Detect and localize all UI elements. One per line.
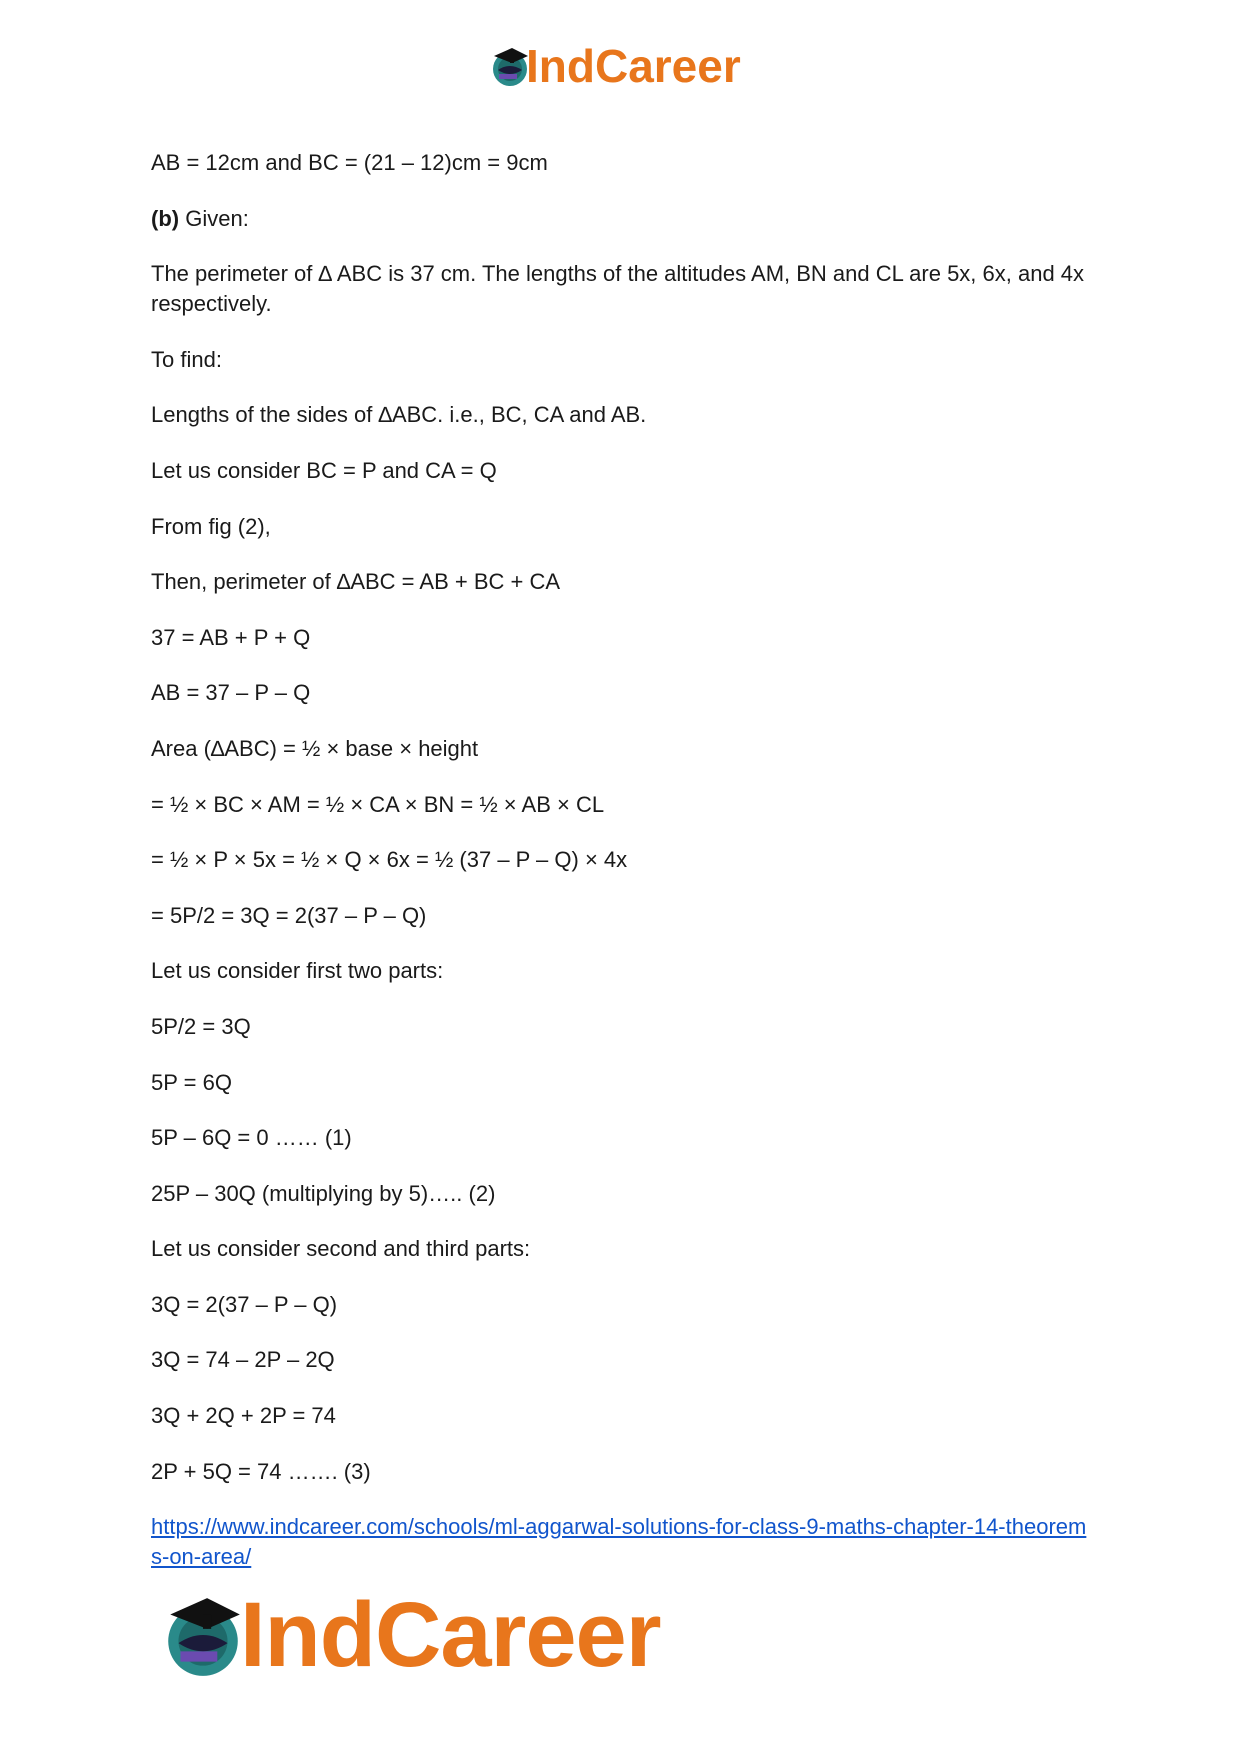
footer-logo-text: IndCareer bbox=[240, 1584, 661, 1686]
text-line: 2P + 5Q = 74 ……. (3) bbox=[151, 1458, 371, 1484]
text-line: AB = 12cm and BC = (21 – 12)cm = 9cm bbox=[151, 150, 548, 175]
text-line: 5P – 6Q = 0 …… (1) bbox=[151, 1125, 352, 1151]
text-line: From fig (2), bbox=[151, 513, 271, 539]
text-line: The perimeter of ∆ ABC is 37 cm. The lengths of the altitudes AM, BN and CL are 5x, 6x, and 4x respectively. bbox=[151, 261, 1091, 317]
text-line: 5P = 6Q bbox=[151, 1069, 232, 1095]
given-label: Given: bbox=[185, 205, 249, 231]
text-line: 37 = AB + P + Q bbox=[151, 624, 311, 650]
text-line: Lengths of the sides of ∆ABC. i.e., BC, CA and AB. bbox=[151, 402, 647, 428]
text-line: = ½ × P × 5x = ½ × Q × 6x = ½ (37 – P – Q) × 4x bbox=[151, 847, 628, 873]
text-line: AB = 37 – P – Q bbox=[151, 680, 311, 706]
text-line: Let us consider BC = P and CA = Q bbox=[151, 457, 497, 483]
text-line: 25P – 30Q (multiplying by 5)….. (2) bbox=[151, 1180, 496, 1206]
text-line: = 5P/2 = 3Q = 2(37 – P – Q) bbox=[151, 902, 427, 928]
part-label: (b) bbox=[151, 205, 180, 231]
source-link[interactable]: https://www.indcareer.com/schools/ml-aggarwal-solutions-for-class-9-maths-chapter-14-theorems-on-area/ bbox=[151, 1514, 1087, 1570]
footer-logo bbox=[158, 1585, 661, 1685]
document-body bbox=[151, 148, 1101, 1572]
text-line: 3Q + 2Q + 2P = 74 bbox=[151, 1403, 336, 1429]
text-line: Let us consider second and third parts: bbox=[151, 1236, 531, 1262]
text-line: Then, perimeter of ∆ABC = AB + BC + CA bbox=[151, 569, 561, 595]
header-logo-text: IndCareer bbox=[526, 40, 741, 92]
text-line: 3Q = 2(37 – P – Q) bbox=[151, 1291, 338, 1317]
header-logo bbox=[488, 40, 741, 92]
text-line: Area (∆ABC) = ½ × base × height bbox=[151, 735, 479, 761]
text-line bbox=[151, 204, 1101, 234]
text-line: = ½ × BC × AM = ½ × CA × BN = ½ × AB × CL bbox=[151, 791, 605, 817]
text-line: 5P/2 = 3Q bbox=[151, 1013, 251, 1039]
text-line: To find: bbox=[151, 346, 222, 372]
text-line: 3Q = 74 – 2P – 2Q bbox=[151, 1347, 335, 1373]
text-line: Let us consider first two parts: bbox=[151, 958, 444, 984]
graduation-globe-icon bbox=[158, 1590, 248, 1680]
